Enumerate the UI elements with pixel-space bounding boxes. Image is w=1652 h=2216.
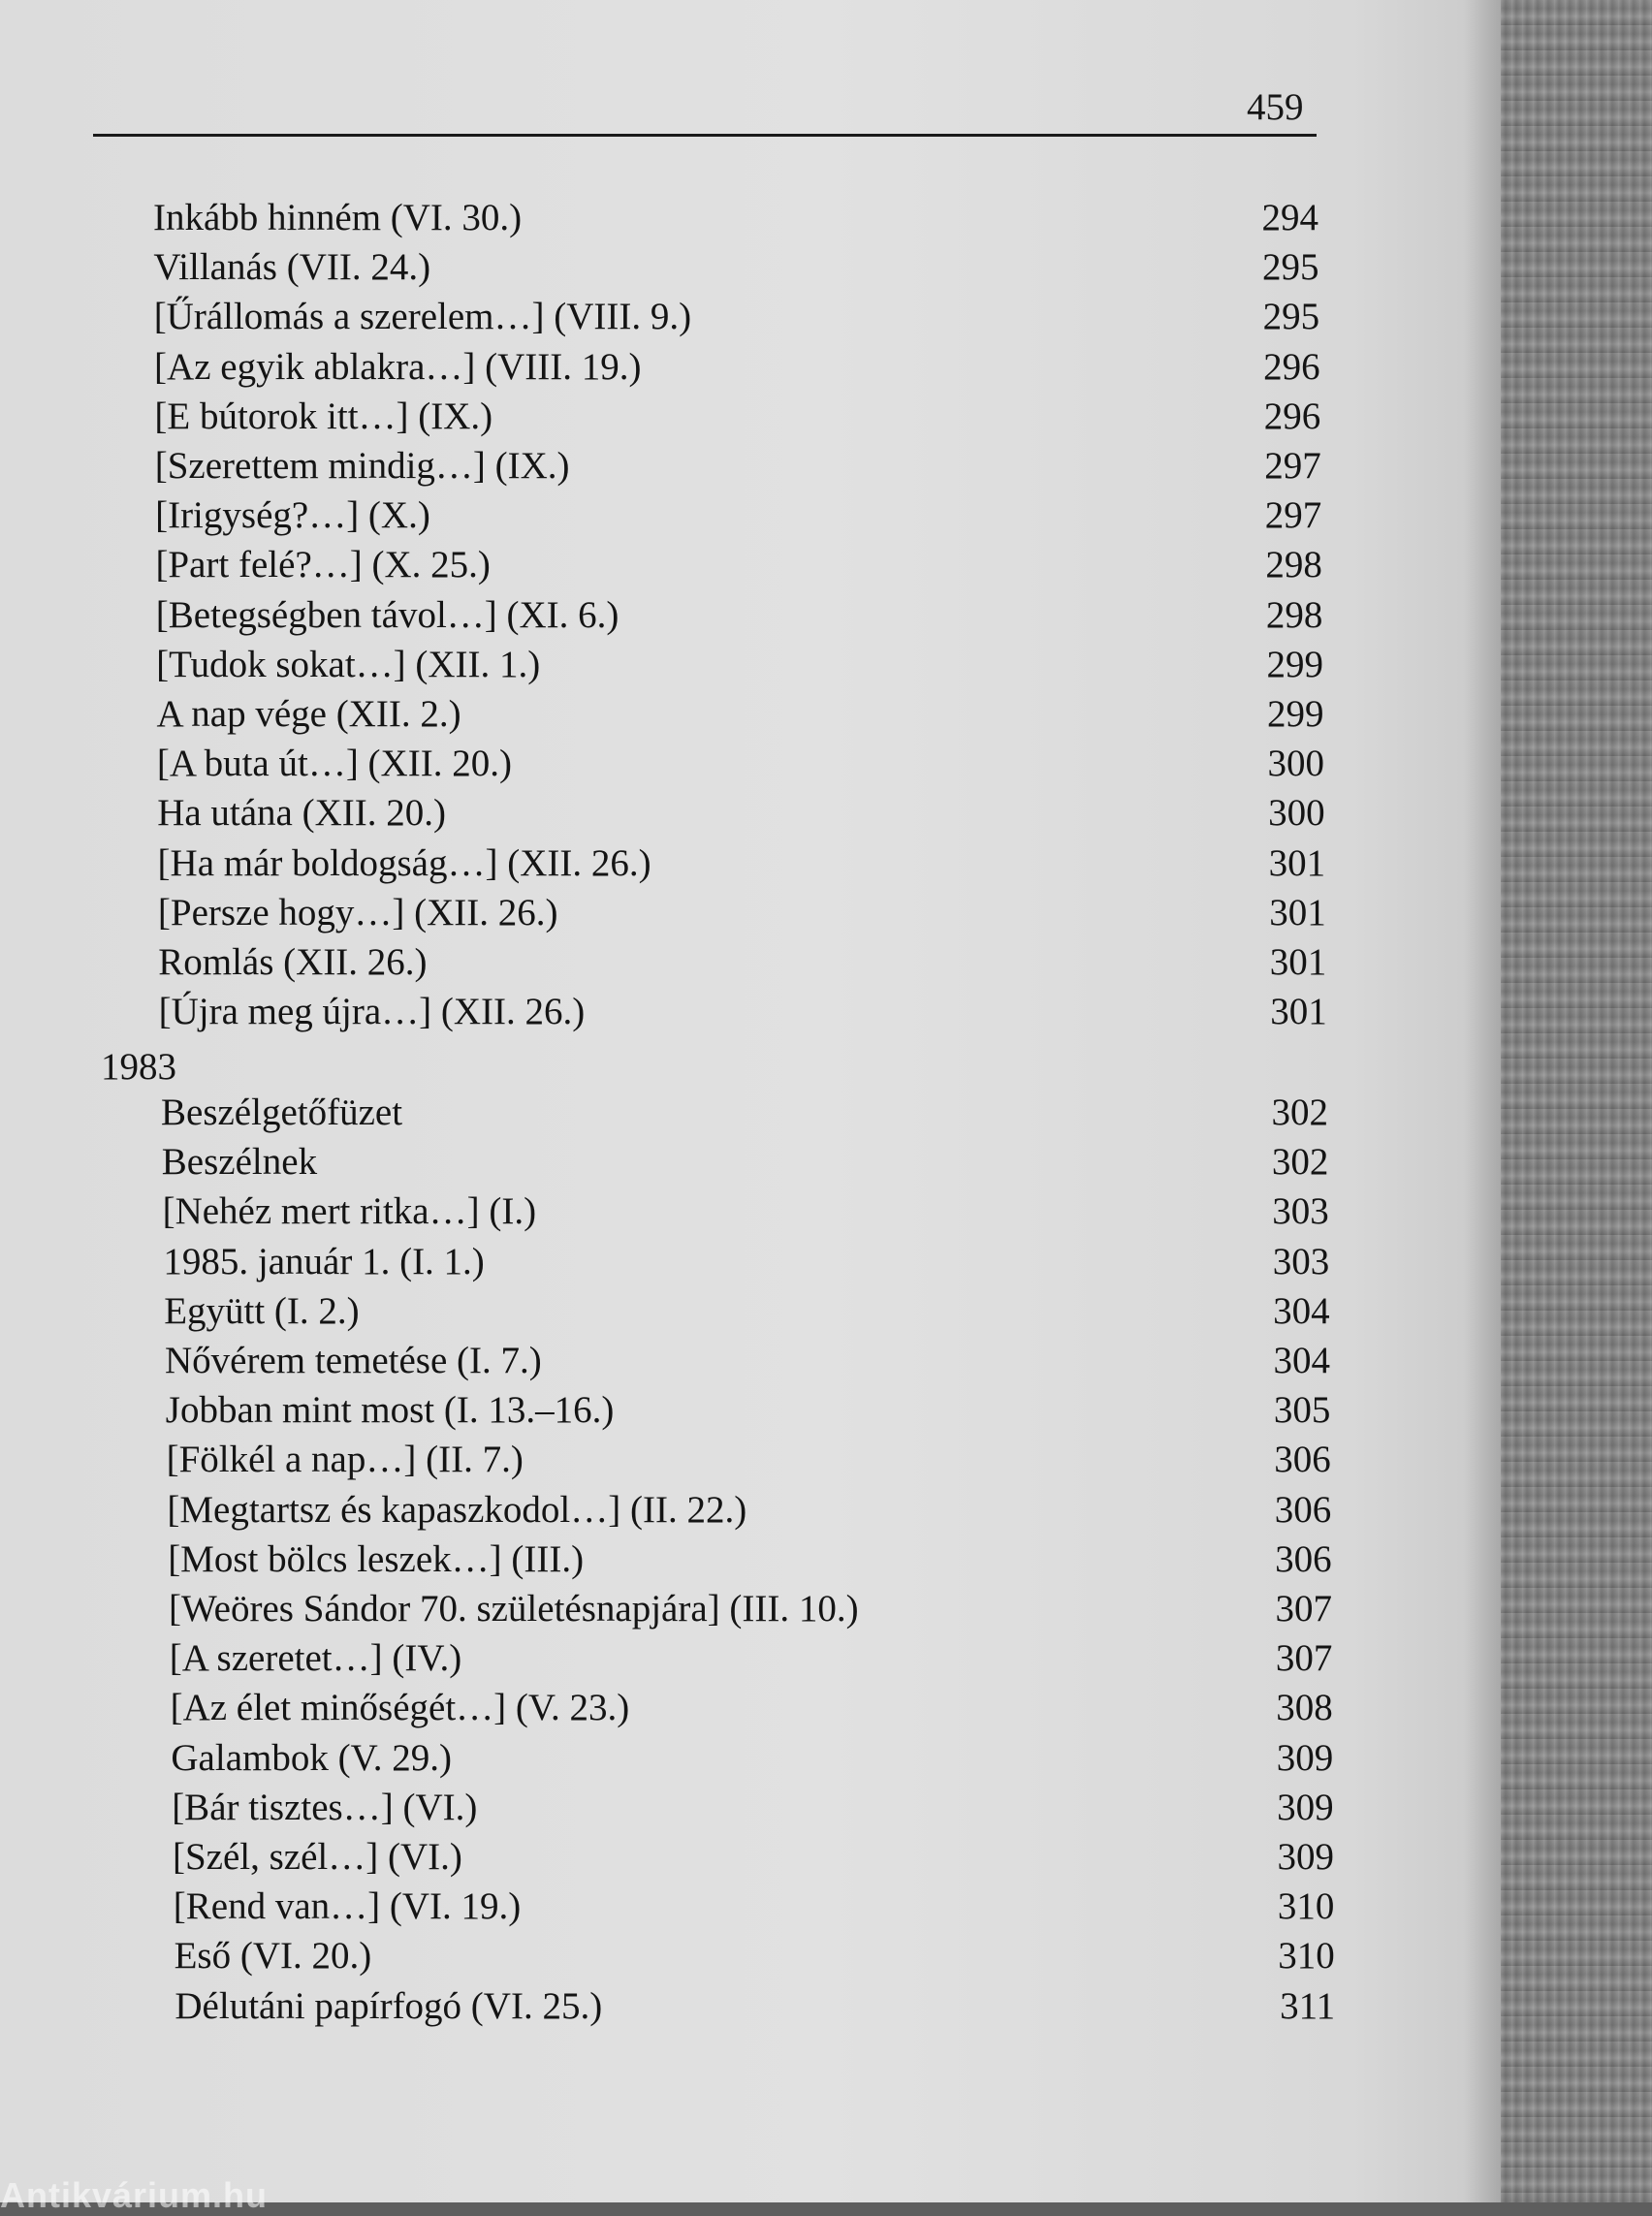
page-number: 459 <box>1247 86 1304 128</box>
toc-entry <box>0 1386 1501 1435</box>
toc-entry <box>0 1337 1501 1385</box>
toc-entry-title: [Megtartsz és kapaszkodol…] (II. 22.) <box>167 1488 747 1531</box>
toc-entry <box>0 591 1501 640</box>
toc-entry <box>0 1287 1501 1336</box>
toc-entry <box>0 1883 1501 1931</box>
toc-entry <box>0 243 1501 292</box>
toc-entry <box>0 1734 1501 1783</box>
toc-entry <box>0 789 1501 838</box>
toc-entry-title: [Ha már boldogság…] (XII. 26.) <box>157 841 651 884</box>
toc-entry-title: [Bár tisztes…] (VI.) <box>172 1786 478 1828</box>
toc-entry-title: Ha utána (XII. 20.) <box>157 792 446 835</box>
toc-entry <box>0 1585 1501 1633</box>
toc-entry-page: 294 <box>1261 197 1318 238</box>
toc-entry <box>0 1833 1501 1882</box>
toc-entry-page: 300 <box>1267 743 1325 785</box>
toc-entry <box>0 938 1501 987</box>
toc-entry <box>0 1784 1501 1832</box>
toc-entry <box>0 1187 1501 1236</box>
toc-entry-page: 309 <box>1277 1786 1334 1828</box>
toc-entry <box>0 740 1501 788</box>
toc-entry-page: 301 <box>1270 991 1327 1033</box>
toc-entry-page: 308 <box>1276 1687 1333 1729</box>
toc-entry-page: 304 <box>1273 1340 1330 1381</box>
toc-entry-title: [Most bölcs leszek…] (III.) <box>168 1537 585 1580</box>
toc-entry-title: A nap vége (XII. 2.) <box>156 693 461 735</box>
toc-entry <box>0 690 1501 739</box>
toc-entry-title: 1985. január 1. (I. 1.) <box>163 1240 485 1282</box>
toc-entry-title: Galambok (V. 29.) <box>171 1736 452 1779</box>
toc-entry-page: 306 <box>1275 1537 1332 1580</box>
toc-entry <box>0 641 1501 689</box>
toc-entry-page: 309 <box>1277 1836 1334 1878</box>
toc-entry-title: [Az élet minőségét…] (V. 23.) <box>170 1687 630 1729</box>
toc-entry <box>0 442 1501 491</box>
toc-entry-title: Délutáni papírfogó (VI. 25.) <box>175 1984 603 2027</box>
toc-entry <box>0 988 1501 1036</box>
toc-entry-page: 298 <box>1265 544 1322 586</box>
toc-entry <box>0 889 1501 937</box>
toc-entry-page: 303 <box>1272 1190 1329 1233</box>
toc-entry <box>0 491 1501 540</box>
toc-entry <box>0 1932 1501 1980</box>
toc-entry <box>0 1634 1501 1683</box>
toc-entry <box>0 541 1501 589</box>
toc-entry-title: Együtt (I. 2.) <box>164 1289 360 1332</box>
toc-entry-title: Inkább hinném (VI. 30.) <box>153 197 523 238</box>
toc-entry-title: [Szerettem mindig…] (IX.) <box>154 445 570 487</box>
toc-entry <box>0 293 1501 341</box>
toc-entry <box>0 194 1501 242</box>
toc-entry-title: [Irigység?…] (X.) <box>155 494 430 537</box>
toc-entry-title: [Újra meg újra…] (XII. 26.) <box>158 991 586 1033</box>
toc-entry-page: 303 <box>1272 1240 1330 1282</box>
toc-entry <box>0 343 1501 392</box>
toc-entry-page: 301 <box>1269 891 1326 934</box>
toc-entry-title: Romlás (XII. 26.) <box>158 941 428 983</box>
toc-entry-title: [Persze hogy…] (XII. 26.) <box>157 891 558 934</box>
toc-entry-page: 307 <box>1275 1588 1332 1630</box>
toc-entry-title: Beszélgetőfüzet <box>161 1092 403 1133</box>
book-cover-edge <box>1501 0 1652 2202</box>
toc-entry-page: 297 <box>1264 494 1322 537</box>
toc-entry-page: 310 <box>1277 1885 1335 1928</box>
toc-entry-page: 296 <box>1263 345 1320 388</box>
toc-entry-title: Beszélnek <box>161 1141 318 1184</box>
toc-entry <box>0 1982 1501 2031</box>
toc-entry-page: 310 <box>1278 1935 1335 1978</box>
toc-entry-title: [Part felé?…] (X. 25.) <box>155 544 491 586</box>
toc-entry-page: 300 <box>1268 792 1325 835</box>
toc-entry <box>0 1436 1501 1484</box>
toc-entry-title: [Nehéz mert ritka…] (I.) <box>162 1190 537 1233</box>
toc-entry-title: [Űrállomás a szerelem…] (VIII. 9.) <box>153 296 692 338</box>
toc-entry-page: 295 <box>1262 296 1320 338</box>
toc-entry-page: 297 <box>1264 445 1321 487</box>
toc-entry-page: 311 <box>1280 1984 1336 2027</box>
toc-entry-page: 301 <box>1268 841 1326 884</box>
toc-entry-page: 299 <box>1267 693 1324 735</box>
toc-entry-title: Nővérem temetése (I. 7.) <box>165 1340 542 1381</box>
toc-entry <box>0 1684 1501 1732</box>
watermark-logo: Antikvárium.hu <box>0 2175 269 2215</box>
year-heading: 1983 <box>101 1046 176 1088</box>
toc-entry <box>0 1138 1501 1187</box>
toc-entry-title: Eső (VI. 20.) <box>174 1935 372 1978</box>
toc-entry-title: [Tudok sokat…] (XII. 1.) <box>156 643 541 685</box>
toc-entry-page: 307 <box>1275 1637 1333 1680</box>
toc-entry <box>0 1238 1501 1286</box>
toc-entry-title: [Weöres Sándor 70. születésnapjára] (III. 10.) <box>169 1588 859 1630</box>
toc-entry-title: [Az egyik ablakra…] (VIII. 19.) <box>154 345 642 388</box>
toc-entry-title: Jobban mint most (I. 13.–16.) <box>165 1389 615 1432</box>
toc-entry-title: [Szél, szél…] (VI.) <box>173 1836 462 1878</box>
toc-entry-page: 298 <box>1265 593 1323 636</box>
toc-entry <box>0 839 1501 888</box>
toc-entry-title: [A buta út…] (XII. 20.) <box>156 743 512 785</box>
toc-entry-title: [Betegségben távol…] (XI. 6.) <box>155 593 620 636</box>
toc-entry-page: 301 <box>1269 941 1327 983</box>
toc-entry-page: 302 <box>1271 1092 1328 1133</box>
toc-entry-title: [Fölkél a nap…] (II. 7.) <box>166 1439 524 1481</box>
toc-entry-page: 302 <box>1271 1141 1329 1184</box>
toc-entry-page: 304 <box>1273 1289 1330 1332</box>
toc-entry-title: [A szeretet…] (IV.) <box>169 1637 462 1680</box>
toc-entry <box>0 1089 1501 1137</box>
toc-entry-title: Villanás (VII. 24.) <box>153 246 431 289</box>
toc-entry <box>0 1535 1501 1584</box>
toc-entry-title: [Rend van…] (VI. 19.) <box>173 1885 522 1928</box>
toc-entry <box>0 1486 1501 1535</box>
toc-entry-page: 296 <box>1263 395 1321 437</box>
toc-entry-page: 309 <box>1276 1736 1334 1779</box>
toc-entry-page: 306 <box>1274 1439 1331 1481</box>
toc-entry <box>0 393 1501 441</box>
toc-entry-title: [E bútorok itt…] (IX.) <box>154 395 493 437</box>
toc-entry-page: 306 <box>1274 1488 1332 1531</box>
toc-entry-page: 299 <box>1266 643 1323 685</box>
toc-entry-page: 305 <box>1273 1389 1331 1432</box>
toc-entry-page: 295 <box>1262 246 1319 289</box>
